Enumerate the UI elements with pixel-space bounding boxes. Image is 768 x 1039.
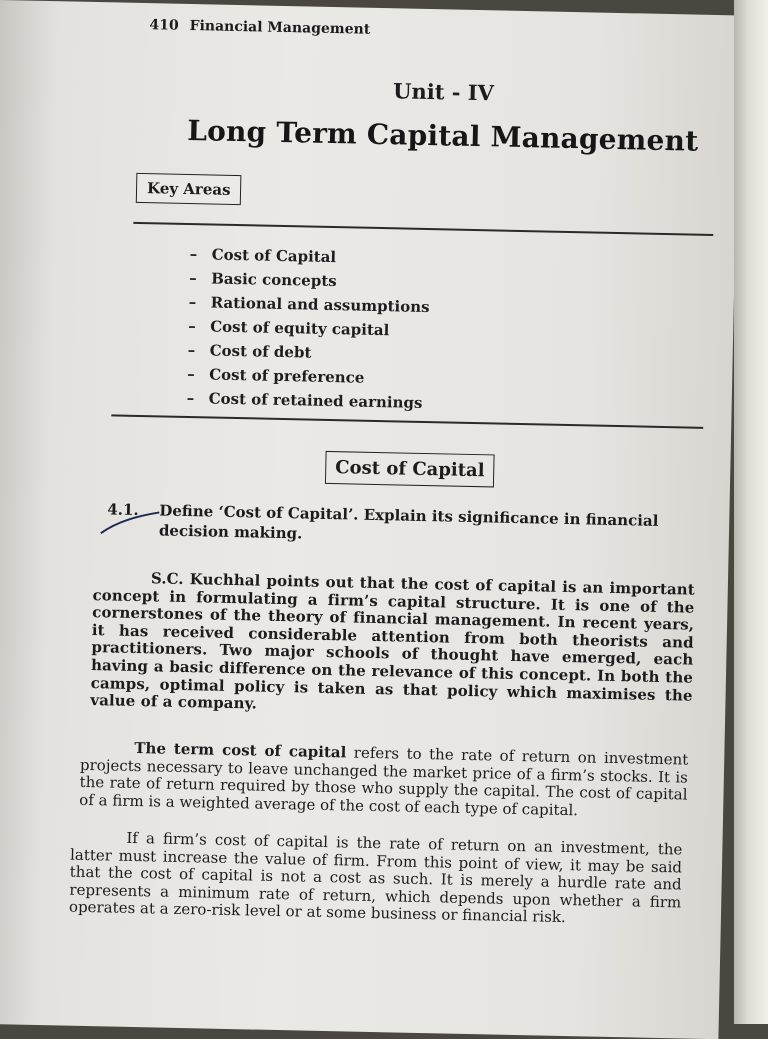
paragraph-hurdle-rate: If a firm’s cost of capital is the rate of return on an investment, the latter must increase the value of firm. From this point of view, it may be said that the cost of capital is not a cost as such. It is merely a hurdle rate and represents a minimum rate of return, which depends upon whether a firm operates at a zero-risk level or at some business or financial risk. <box>68 828 683 927</box>
section-title-box: Cost of Capital <box>325 451 495 488</box>
chapter-title: Long Term Capital Management <box>186 113 699 158</box>
key-area-item: – Cost of Capital <box>189 245 337 267</box>
book-title: Financial Management <box>189 17 371 38</box>
key-areas-list <box>186 242 430 415</box>
key-area-item: – Rational and assumptions <box>188 293 430 317</box>
question <box>107 499 708 552</box>
key-area-item: – Cost of equity capital <box>188 317 390 340</box>
top-divider <box>133 222 713 236</box>
bottom-divider <box>111 414 703 428</box>
question-number: 4.1. <box>107 500 139 520</box>
key-area-item: – Basic concepts <box>189 269 337 291</box>
paragraph-kuchhal: S.C. Kuchhal points out that the cost of capital is an important concept in formulating a firm’s capital structure. It is one of the cornerstones of the theory of financial management. In recent years, it has received considerable attention from both theorists and practitioners. Two major schools of thought have emerged, each having a basic difference on the relevance of this concept. In both the camps, optimal policy is taken as that policy which maximises the value of a company. <box>90 569 695 713</box>
key-area-item: – Cost of retained earnings <box>186 388 423 412</box>
paragraph-definition <box>79 739 688 822</box>
adjacent-page-edge <box>734 0 768 1024</box>
key-area-item: – Cost of debt <box>187 341 312 362</box>
paragraph-lead: The term cost of capital <box>134 738 347 762</box>
key-areas-box: Key Areas <box>136 173 242 205</box>
page-number: 410 <box>149 17 179 34</box>
unit-heading: Unit - IV <box>392 78 495 106</box>
running-header <box>149 17 370 38</box>
paragraph-body: refers to the rate of return on investment projects necessary to leave unchanged the market price of a firm’s stocks. It is the rate of return required by those who supply the capital. The cost of capital of a firm is a weighted average of the cost of each type of capital. <box>79 743 689 820</box>
question-text: Define ‘Cost of Capital’. Explain its significance in financial decision making. <box>158 501 659 543</box>
key-area-item: – Cost of preference <box>187 365 365 387</box>
